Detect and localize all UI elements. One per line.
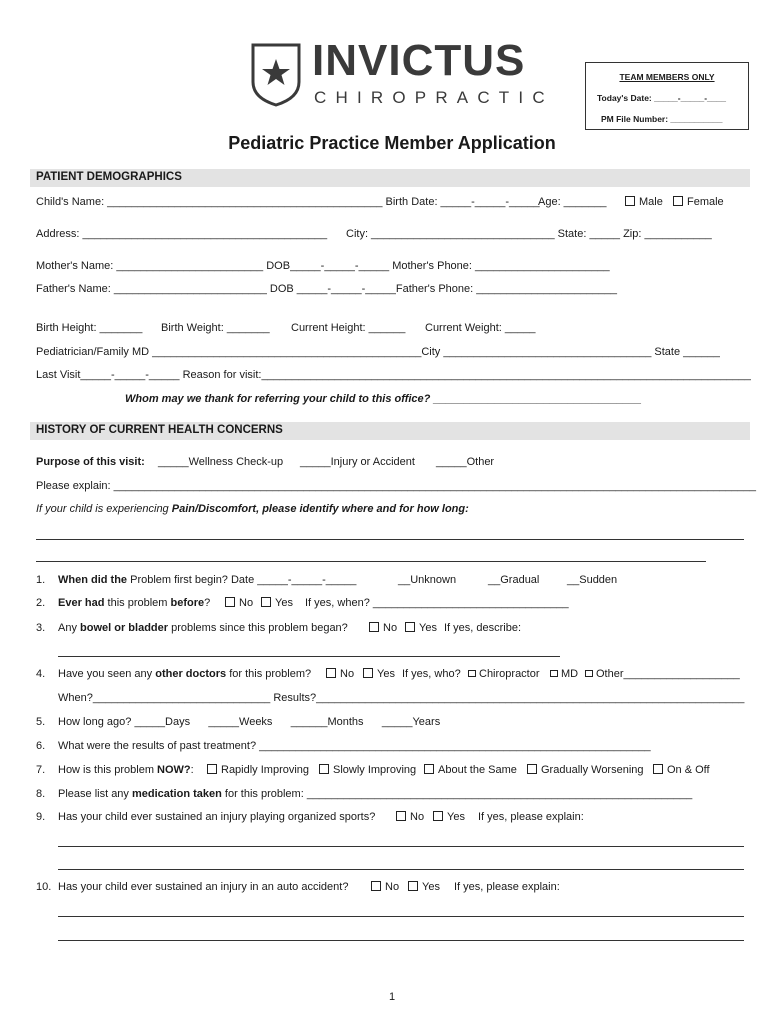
q6-text[interactable]: What were the results of past treatment? ________________________________________________________________ <box>58 740 651 752</box>
team-members-heading: TEAM MEMBERS ONLY <box>619 72 715 82</box>
q3-text: Any bowel or bladder problems since this problem began? <box>58 622 348 634</box>
section-history <box>30 422 750 440</box>
logo-wordmark: INVICTUS <box>312 36 526 85</box>
q4-chiropractor-option[interactable]: Chiropractor <box>468 668 540 680</box>
q7-number: 7. <box>36 764 46 776</box>
q3-number: 3. <box>36 622 46 634</box>
q4-number: 4. <box>36 668 46 680</box>
q4-text: Have you seen any other doctors for this problem? <box>58 668 312 680</box>
q8-number: 8. <box>36 788 46 800</box>
city-state-zip-field[interactable]: City: ______________________________ State: _____ Zip: ___________ <box>346 228 712 240</box>
female-checkbox[interactable] <box>673 196 683 206</box>
q9-no-checkbox[interactable] <box>396 811 406 821</box>
q3-describe-label: If yes, describe: <box>444 622 522 634</box>
pm-file-number-field[interactable]: PM File Number: ___________ <box>601 114 723 124</box>
page-number: 1 <box>388 991 396 1003</box>
q10-text: Has your child ever sustained an injury in an auto accident? <box>58 881 349 893</box>
q2-no-checkbox[interactable] <box>225 597 235 607</box>
mother-field[interactable]: Mother's Name: ________________________ DOB_____-_____-_____ Mother's Phone: ______________________ <box>36 260 610 272</box>
q10-number: 10. <box>36 881 52 893</box>
female-option[interactable]: Female <box>673 196 724 208</box>
q4-chiropractor-checkbox[interactable] <box>468 670 476 677</box>
q3-answer-line[interactable] <box>58 656 560 657</box>
purpose-label: Purpose of this visit: <box>36 456 145 468</box>
q10-explain-label: If yes, please explain: <box>454 881 560 893</box>
section-history-label: HISTORY OF CURRENT HEALTH CONCERNS <box>36 424 283 436</box>
q7-slowly-improving-checkbox[interactable] <box>319 764 329 774</box>
q3-no-option[interactable]: No <box>369 622 397 634</box>
q1-unknown-option[interactable]: __Unknown <box>398 574 457 586</box>
q4-who-label: If yes, who? <box>402 668 461 680</box>
q9-explain-label: If yes, please explain: <box>478 811 584 823</box>
q7-on-off-checkbox[interactable] <box>653 764 663 774</box>
q10-no-checkbox[interactable] <box>371 881 381 891</box>
q4-md-checkbox[interactable] <box>550 670 558 677</box>
todays-date-field[interactable]: Today's Date: _____-_____-____ <box>597 93 726 103</box>
purpose-other-option[interactable]: _____Other <box>436 456 495 468</box>
q9-answer-line-1[interactable] <box>58 846 744 847</box>
q9-yes-checkbox[interactable] <box>433 811 443 821</box>
page-title: Pediatric Practice Member Application <box>228 133 556 153</box>
q10-yes-option[interactable]: Yes <box>408 881 440 893</box>
current-height-field[interactable]: Current Height: ______ <box>291 322 406 334</box>
q7-gradually-worsening-checkbox[interactable] <box>527 764 537 774</box>
please-explain-field[interactable]: Please explain: _________________________________________________________________________________________________________ <box>36 480 757 492</box>
q7-slowly-improving-option[interactable]: Slowly Improving <box>319 764 416 776</box>
q3-no-checkbox[interactable] <box>369 622 379 632</box>
current-weight-field[interactable]: Current Weight: _____ <box>425 322 536 334</box>
q2-text: Ever had this problem before? <box>58 597 211 609</box>
q10-no-option[interactable]: No <box>371 881 399 893</box>
q4-md-option[interactable]: MD <box>550 668 578 680</box>
shield-star-icon <box>250 42 302 108</box>
q1-number: 1. <box>36 574 46 586</box>
purpose-injury-option[interactable]: _____Injury or Accident <box>300 456 415 468</box>
q7-rapidly-improving-checkbox[interactable] <box>207 764 217 774</box>
q6-number: 6. <box>36 740 46 752</box>
q4-no-checkbox[interactable] <box>326 668 336 678</box>
pain-answer-line-1[interactable] <box>36 539 744 540</box>
q7-about-same-checkbox[interactable] <box>424 764 434 774</box>
pain-answer-line-2[interactable] <box>36 561 706 562</box>
q1-sudden-option[interactable]: __Sudden <box>567 574 618 586</box>
logo-subtitle: CHIROPRACTIC <box>314 88 554 107</box>
birth-weight-field[interactable]: Birth Weight: _______ <box>161 322 270 334</box>
q2-number: 2. <box>36 597 46 609</box>
q5-number: 5. <box>36 716 46 728</box>
q1-text[interactable]: When did the Problem first begin? Date _____-_____-_____ <box>58 574 357 586</box>
q2-yes-checkbox[interactable] <box>261 597 271 607</box>
last-visit-field[interactable]: Last Visit_____-_____-_____ Reason for visit:________________________________________________________________________________ <box>36 369 751 381</box>
q2-yes-option[interactable]: Yes <box>261 597 293 609</box>
birth-height-field[interactable]: Birth Height: _______ <box>36 322 143 334</box>
q8-text[interactable]: Please list any medication taken for this problem: _______________________________________________________________ <box>58 788 693 800</box>
q9-number: 9. <box>36 811 46 823</box>
q4-other-option[interactable]: Other___________________ <box>585 668 740 680</box>
q2-no-option[interactable]: No <box>225 597 253 609</box>
q2-when-field[interactable]: If yes, when? ________________________________ <box>305 597 569 609</box>
q4-other-checkbox[interactable] <box>585 670 593 677</box>
male-checkbox[interactable] <box>625 196 635 206</box>
q7-on-off-option[interactable]: On & Off <box>653 764 710 776</box>
q1-gradual-option[interactable]: __Gradual <box>488 574 540 586</box>
referral-field[interactable]: Whom may we thank for referring your child to this office? __________________________________ <box>125 393 642 405</box>
section-demographics <box>30 169 750 187</box>
q5-text[interactable]: How long ago? _____Days _____Weeks ______Months _____Years <box>58 716 441 728</box>
q10-yes-checkbox[interactable] <box>408 881 418 891</box>
pediatrician-field[interactable]: Pediatrician/Family MD ____________________________________________City __________________________________ State ______ <box>36 346 720 358</box>
q4-yes-checkbox[interactable] <box>363 668 373 678</box>
q7-text: How is this problem NOW?: <box>58 764 194 776</box>
q7-rapidly-improving-option[interactable]: Rapidly Improving <box>207 764 309 776</box>
q4-when-results-field[interactable]: When?_____________________________ Results?______________________________________________________________________ <box>58 692 745 704</box>
q3-yes-checkbox[interactable] <box>405 622 415 632</box>
invictus-logo <box>250 36 554 118</box>
q9-yes-option[interactable]: Yes <box>433 811 465 823</box>
purpose-wellness-option[interactable]: _____Wellness Check-up <box>158 456 284 468</box>
male-option[interactable]: Male <box>625 196 663 208</box>
q10-answer-line-1[interactable] <box>58 916 744 917</box>
father-field[interactable]: Father's Name: _________________________ DOB _____-_____-_____Father's Phone: _______________________ <box>36 283 617 295</box>
q9-no-option[interactable]: No <box>396 811 424 823</box>
q4-no-option[interactable]: No <box>326 668 354 680</box>
team-members-box <box>585 62 749 130</box>
q3-yes-option[interactable]: Yes <box>405 622 437 634</box>
q10-answer-line-2[interactable] <box>58 940 744 941</box>
age-field[interactable]: Age: _______ <box>538 196 607 208</box>
pain-prompt: If your child is experiencing Pain/Discomfort, please identify where and for how long: <box>36 503 469 515</box>
address-field[interactable]: Address: ________________________________________ <box>36 228 328 240</box>
q9-answer-line-2[interactable] <box>58 869 744 870</box>
section-demographics-label: PATIENT DEMOGRAPHICS <box>36 171 182 183</box>
q7-gradually-worsening-option[interactable]: Gradually Worsening <box>527 764 644 776</box>
q9-text: Has your child ever sustained an injury playing organized sports? <box>58 811 376 823</box>
q4-yes-option[interactable]: Yes <box>363 668 395 680</box>
child-name-field[interactable]: Child's Name: _____________________________________________ Birth Date: _____-_____-_____ <box>36 196 540 208</box>
q7-about-same-option[interactable]: About the Same <box>424 764 517 776</box>
